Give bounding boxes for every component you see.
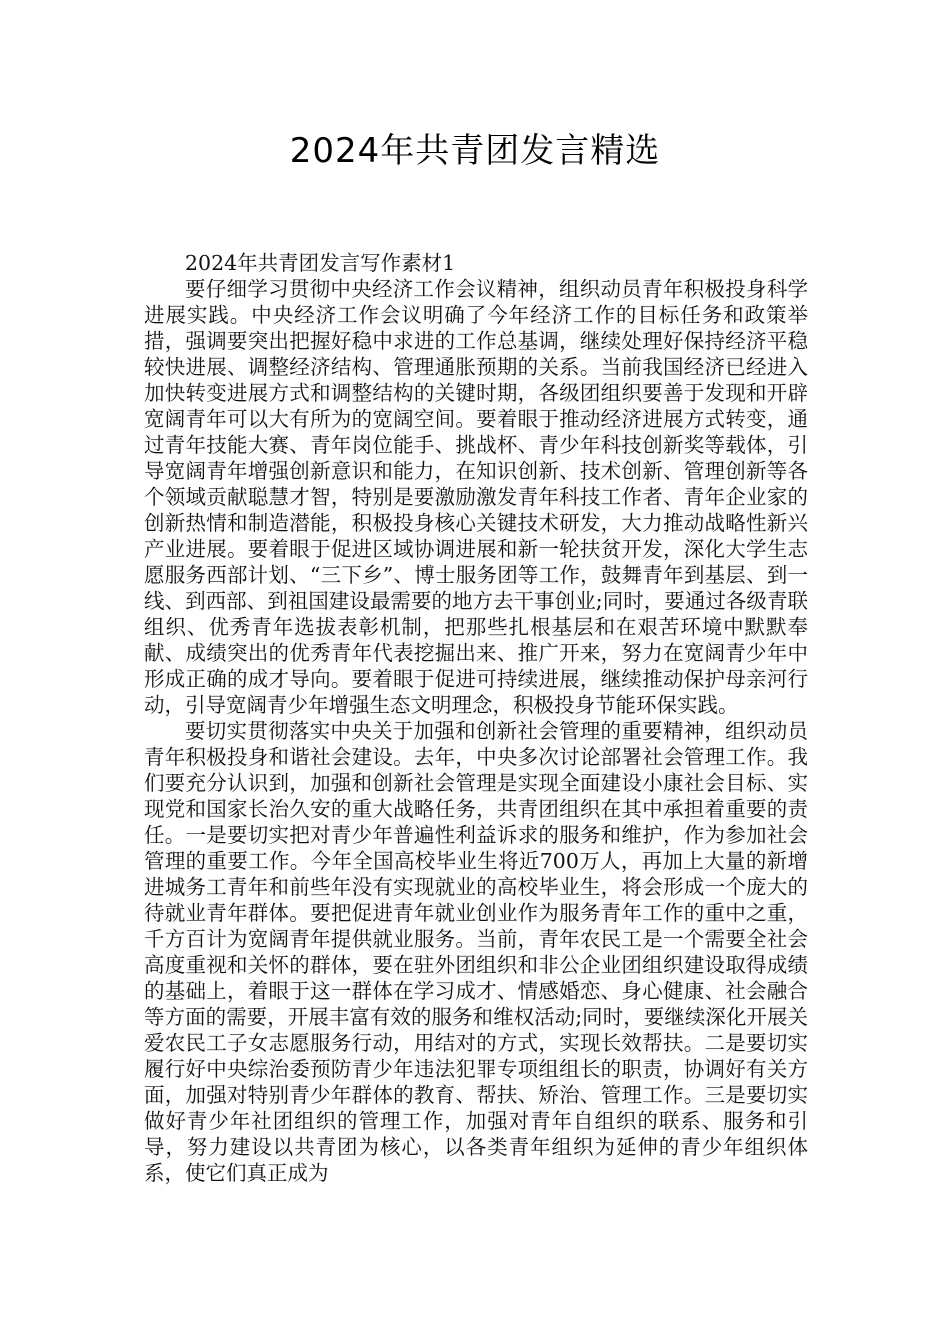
document-body	[144, 250, 808, 1186]
section-heading: 2024年共青团发言写作素材1	[185, 251, 456, 275]
document-title: 2024年共青团发言精选	[289, 131, 661, 171]
paragraph-1: 要仔细学习贯彻中央经济工作会议精神，组织动员青年积极投身科学进展实践。中央经济工作会议明确了今年经济工作的目标任务和政策举措，强调要突出把握好稳中求进的工作总基调，继续处理好保持经济平稳较快进展、调整经济结构、管理通胀预期的关系。当前我国经济已经进入加快转变进展方式和调整结构的关键时期，各级团组织要善于发现和开辟宽阔青年可以大有所为的宽阔空间。要着眼于推动经济进展方式转变，通过青年技能大赛、青年岗位能手、挑战杯、青少年科技创新奖等载体，引导宽阔青年增强创新意识和能力，在知识创新、技术创新、管理创新等各个领域贡献聪慧才智，特别是要激励激发青年科技工作者、青年企业家的创新热情和制造潜能，积极投身核心关键技术研发，大力推动战略性新兴产业进展。要着眼于促进区域协调进展和新一轮扶贫开发，深化大学生志愿服务西部计划、“三下乡”、博士服务团等工作，鼓舞青年到基层、到一线、到西部、到祖国建设最需要的地方去干事创业;同时，要通过各级青联组织、优秀青年选拔表彰机制，把那些扎根基层和在艰苦环境中默默奉献、成绩突出的优秀青年代表挖掘出来、推广开来，努力在宽阔青少年中形成正确的成才导向。要着眼于促进可持续进展，继续推动保护母亲河行动，引导宽阔青少年增强生态文明理念，积极投身节能环保实践。	[144, 277, 808, 717]
paragraph-2: 要切实贯彻落实中央关于加强和创新社会管理的重要精神，组织动员青年积极投身和谐社会建设。去年，中央多次讨论部署社会管理工作。我们要充分认识到，加强和创新社会管理是实现全面建设小康社会目标、实现党和国家长治久安的重大战略任务，共青团组织在其中承担着重要的责任。一是要切实把对青少年普遍性利益诉求的服务和维护，作为参加社会管理的重要工作。今年全国高校毕业生将近700万人，再加上大量的新增进城务工青年和前些年没有实现就业的高校毕业生，将会形成一个庞大的待就业青年群体。要把促进青年就业创业作为服务青年工作的重中之重，千方百计为宽阔青年提供就业服务。当前，青年农民工是一个需要全社会高度重视和关怀的群体，要在驻外团组织和非公企业团组织建设取得成绩的基础上，着眼于这一群体在学习成才、情感婚恋、身心健康、社会融合等方面的需要，开展丰富有效的服务和维权活动;同时，要继续深化开展关爱农民工子女志愿服务行动，用结对的方式，实现长效帮扶。二是要切实履行好中央综治委预防青少年违法犯罪专项组组长的职责，协调好有关方面，加强对特别青少年群体的教育、帮扶、矫治、管理工作。三是要切实做好青少年社团组织的管理工作，加强对青年自组织的联系、服务和引导，努力建设以共青团为核心，以各类青年组织为延伸的青少年组织体系，使它们真正成为	[144, 719, 808, 1185]
